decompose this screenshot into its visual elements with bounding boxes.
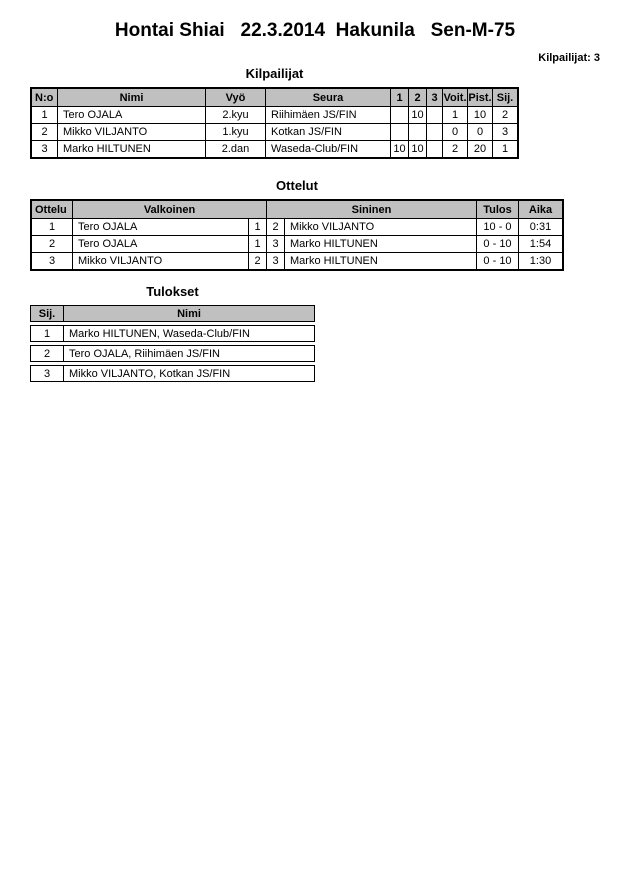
- cell-nimi: Marko HILTUNEN: [57, 141, 205, 157]
- cell-nimi: Tero OJALA: [57, 107, 205, 123]
- cell-white-number: 2: [248, 253, 266, 269]
- match-row: [32, 252, 562, 269]
- column-header-score1: 1: [390, 89, 408, 106]
- cell-white-number: 1: [248, 236, 266, 252]
- cell-time: 1:54: [518, 236, 562, 252]
- cell-nimi: Mikko VILJANTO: [57, 124, 205, 140]
- tulokset-header-row: [30, 305, 315, 322]
- cell-result: 0 - 10: [476, 253, 518, 269]
- cell-no: 1: [41, 109, 48, 121]
- match-row: [32, 218, 562, 235]
- column-header-nimi: Nimi: [57, 89, 205, 106]
- cell-no: 3: [41, 143, 48, 155]
- cell-time: 0:31: [518, 219, 562, 235]
- cell-score1: 10: [390, 141, 408, 157]
- cell-score1: [390, 107, 408, 123]
- cell-vyo: 1.kyu: [205, 124, 265, 140]
- page-title: Hontai Shiai 22.3.2014 Hakunila Sen-M-75: [114, 20, 516, 41]
- cell-match-no: 2: [48, 238, 56, 250]
- cell-blue-name: Marko HILTUNEN: [284, 236, 476, 252]
- section-kilpailijat: [30, 66, 519, 159]
- cell-white-number: 1: [248, 219, 266, 235]
- section-tulokset: [30, 284, 315, 385]
- column-header-sininen: Sininen: [266, 201, 476, 218]
- cell-sij: 3: [492, 124, 517, 140]
- cell-white-name: Mikko VILJANTO: [72, 253, 248, 269]
- cell-seura: Riihimäen JS/FIN: [265, 107, 390, 123]
- cell-score3: [426, 124, 442, 140]
- cell-score2: 10: [408, 141, 426, 157]
- column-header-seura: Seura: [265, 89, 390, 106]
- cell-voit: 0: [442, 124, 467, 140]
- section-ottelut: [30, 178, 564, 271]
- cell-seura: Kotkan JS/FIN: [265, 124, 390, 140]
- cell-placing: 2: [43, 347, 51, 360]
- cell-result: 10 - 0: [476, 219, 518, 235]
- tulokset-table: [30, 305, 315, 382]
- cell-sij: 1: [492, 141, 517, 157]
- cell-sij: 2: [492, 107, 517, 123]
- column-header-tulos: Tulos: [476, 201, 518, 218]
- column-header-ottelu: Ottelu: [35, 203, 67, 216]
- cell-vyo: 2.dan: [205, 141, 265, 157]
- cell-white-name: Tero OJALA: [72, 219, 248, 235]
- cell-white-name: Tero OJALA: [72, 236, 248, 252]
- competitor-row: [32, 106, 517, 123]
- cell-blue-name: Mikko VILJANTO: [284, 219, 476, 235]
- result-row: [30, 325, 315, 342]
- cell-score3: [426, 141, 442, 157]
- column-header-voit: Voit.: [442, 89, 467, 106]
- cell-blue-name: Marko HILTUNEN: [284, 253, 476, 269]
- column-header-no: N:o: [35, 91, 54, 104]
- competitor-row: [32, 123, 517, 140]
- ottelut-heading: Ottelut: [276, 178, 318, 193]
- column-header-score2: 2: [408, 89, 426, 106]
- cell-result: 0 - 10: [476, 236, 518, 252]
- cell-seura: Waseda-Club/FIN: [265, 141, 390, 157]
- column-header-score3: 3: [426, 89, 442, 106]
- cell-placing: 1: [43, 327, 51, 340]
- cell-match-no: 3: [48, 255, 56, 267]
- kilpailijat-header-row: [32, 89, 517, 106]
- column-header-sij: Sij.: [38, 307, 56, 320]
- cell-match-no: 1: [48, 221, 56, 233]
- column-header-nimi: Nimi: [63, 306, 314, 321]
- cell-blue-number: 3: [266, 253, 284, 269]
- column-header-valkoinen: Valkoinen: [72, 201, 266, 218]
- column-header-vyo: Vyö: [205, 89, 265, 106]
- competitor-row: [32, 140, 517, 157]
- kilpailijat-heading: Kilpailijat: [245, 66, 304, 81]
- cell-score2: [408, 124, 426, 140]
- result-row: [30, 365, 315, 382]
- cell-no: 2: [41, 126, 48, 138]
- cell-blue-number: 2: [266, 219, 284, 235]
- cell-score1: [390, 124, 408, 140]
- column-header-aika: Aika: [518, 201, 562, 218]
- cell-voit: 1: [442, 107, 467, 123]
- kilpailijat-table: [30, 87, 519, 159]
- column-header-sij: Sij.: [492, 89, 517, 106]
- ottelut-table: [30, 199, 564, 271]
- cell-pist: 20: [467, 141, 492, 157]
- ottelut-header-row: [32, 201, 562, 218]
- match-row: [32, 235, 562, 252]
- cell-time: 1:30: [518, 253, 562, 269]
- result-row: [30, 345, 315, 362]
- column-header-pist: Pist.: [467, 89, 492, 106]
- cell-result-name: Tero OJALA, Riihimäen JS/FIN: [63, 346, 314, 361]
- cell-vyo: 2.kyu: [205, 107, 265, 123]
- cell-score3: [426, 107, 442, 123]
- cell-score2: 10: [408, 107, 426, 123]
- cell-result-name: Mikko VILJANTO, Kotkan JS/FIN: [63, 366, 314, 381]
- competitor-count-label: Kilpailijat: 3: [538, 52, 600, 64]
- cell-placing: 3: [43, 367, 51, 380]
- cell-blue-number: 3: [266, 236, 284, 252]
- cell-pist: 0: [467, 124, 492, 140]
- cell-voit: 2: [442, 141, 467, 157]
- cell-result-name: Marko HILTUNEN, Waseda-Club/FIN: [63, 326, 314, 341]
- cell-pist: 10: [467, 107, 492, 123]
- tulokset-heading: Tulokset: [146, 284, 199, 299]
